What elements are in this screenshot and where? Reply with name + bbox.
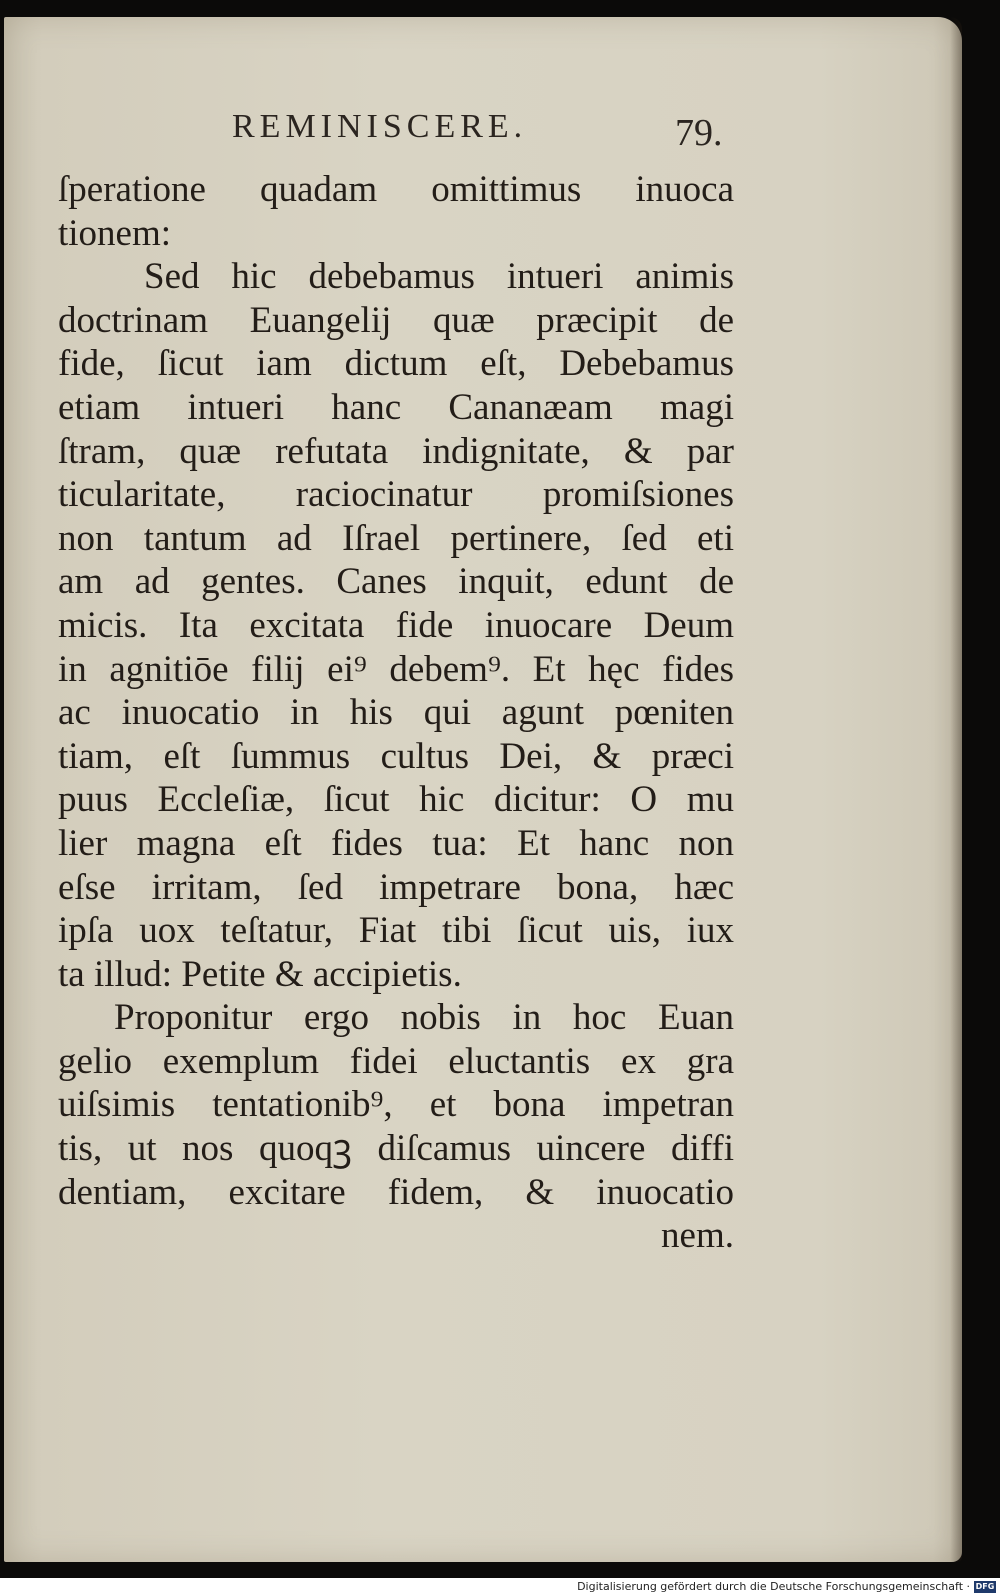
- body-text: [58, 168, 734, 1258]
- page-number: 79.: [675, 112, 723, 154]
- text-line: dentiam, excitare fidem, & inuocatio: [58, 1171, 734, 1213]
- text-line: doctrinam Euangelij quæ præcipit de: [58, 299, 734, 341]
- footer-bar: [0, 1578, 1000, 1596]
- text-line: Sed hic debebamus intueri animis: [144, 256, 734, 298]
- text-line: in agnitiōe filij ei⁹ debem⁹. Et hęc fides: [58, 648, 734, 690]
- text-line: nem.: [661, 1215, 734, 1257]
- text-line: micis. Ita excitata fide inuocare Deum: [58, 604, 734, 646]
- funding-credit: Digitalisierung gefördert durch die Deutsche Forschungsgemeinschaft ·: [577, 1580, 970, 1593]
- text-line: puus Eccleſiæ, ſicut hic dicitur: O mu: [58, 779, 734, 821]
- text-line: uiſsimis tentationib⁹, et bona impetran: [58, 1084, 734, 1126]
- running-head: REMINISCERE.: [232, 108, 528, 145]
- text-line: ac inuocatio in his qui agunt pœniten: [58, 692, 734, 734]
- text-line: ipſa uox teſtatur, Fiat tibi ſicut uis, iux: [58, 910, 734, 952]
- text-line: Proponitur ergo nobis in hoc Euan: [114, 997, 734, 1039]
- text-line: tis, ut nos quoqꝫ diſcamus uincere diffi: [58, 1128, 734, 1170]
- text-line: tiam, eſt ſummus cultus Dei, & præci: [58, 735, 734, 777]
- dfg-logo: DFG: [975, 1582, 995, 1591]
- text-line: ticularitate, raciocinatur promiſsiones: [58, 474, 734, 516]
- text-line: ſtram, quæ refutata indignitate, & par: [58, 430, 734, 472]
- page-edge-shadow: [950, 17, 962, 1562]
- text-line: am ad gentes. Canes inquit, edunt de: [58, 561, 734, 603]
- text-line: ta illud: Petite & accipietis.: [58, 953, 462, 995]
- text-line: non tantum ad Iſrael pertinere, ſed eti: [58, 517, 734, 559]
- text-line: ſperatione quadam omittimus inuoca: [58, 169, 734, 210]
- text-line: fide, ſicut iam dictum eſt, Debebamus: [58, 343, 734, 385]
- text-line: gelio exemplum fidei eluctantis ex gra: [58, 1040, 734, 1082]
- text-line: tionem:: [58, 212, 172, 254]
- text-line: lier magna eſt fides tua: Et hanc non: [58, 822, 734, 864]
- text-line: eſse irritam, ſed impetrare bona, hæc: [58, 866, 734, 908]
- text-line: etiam intueri hanc Cananæam magi: [58, 386, 734, 428]
